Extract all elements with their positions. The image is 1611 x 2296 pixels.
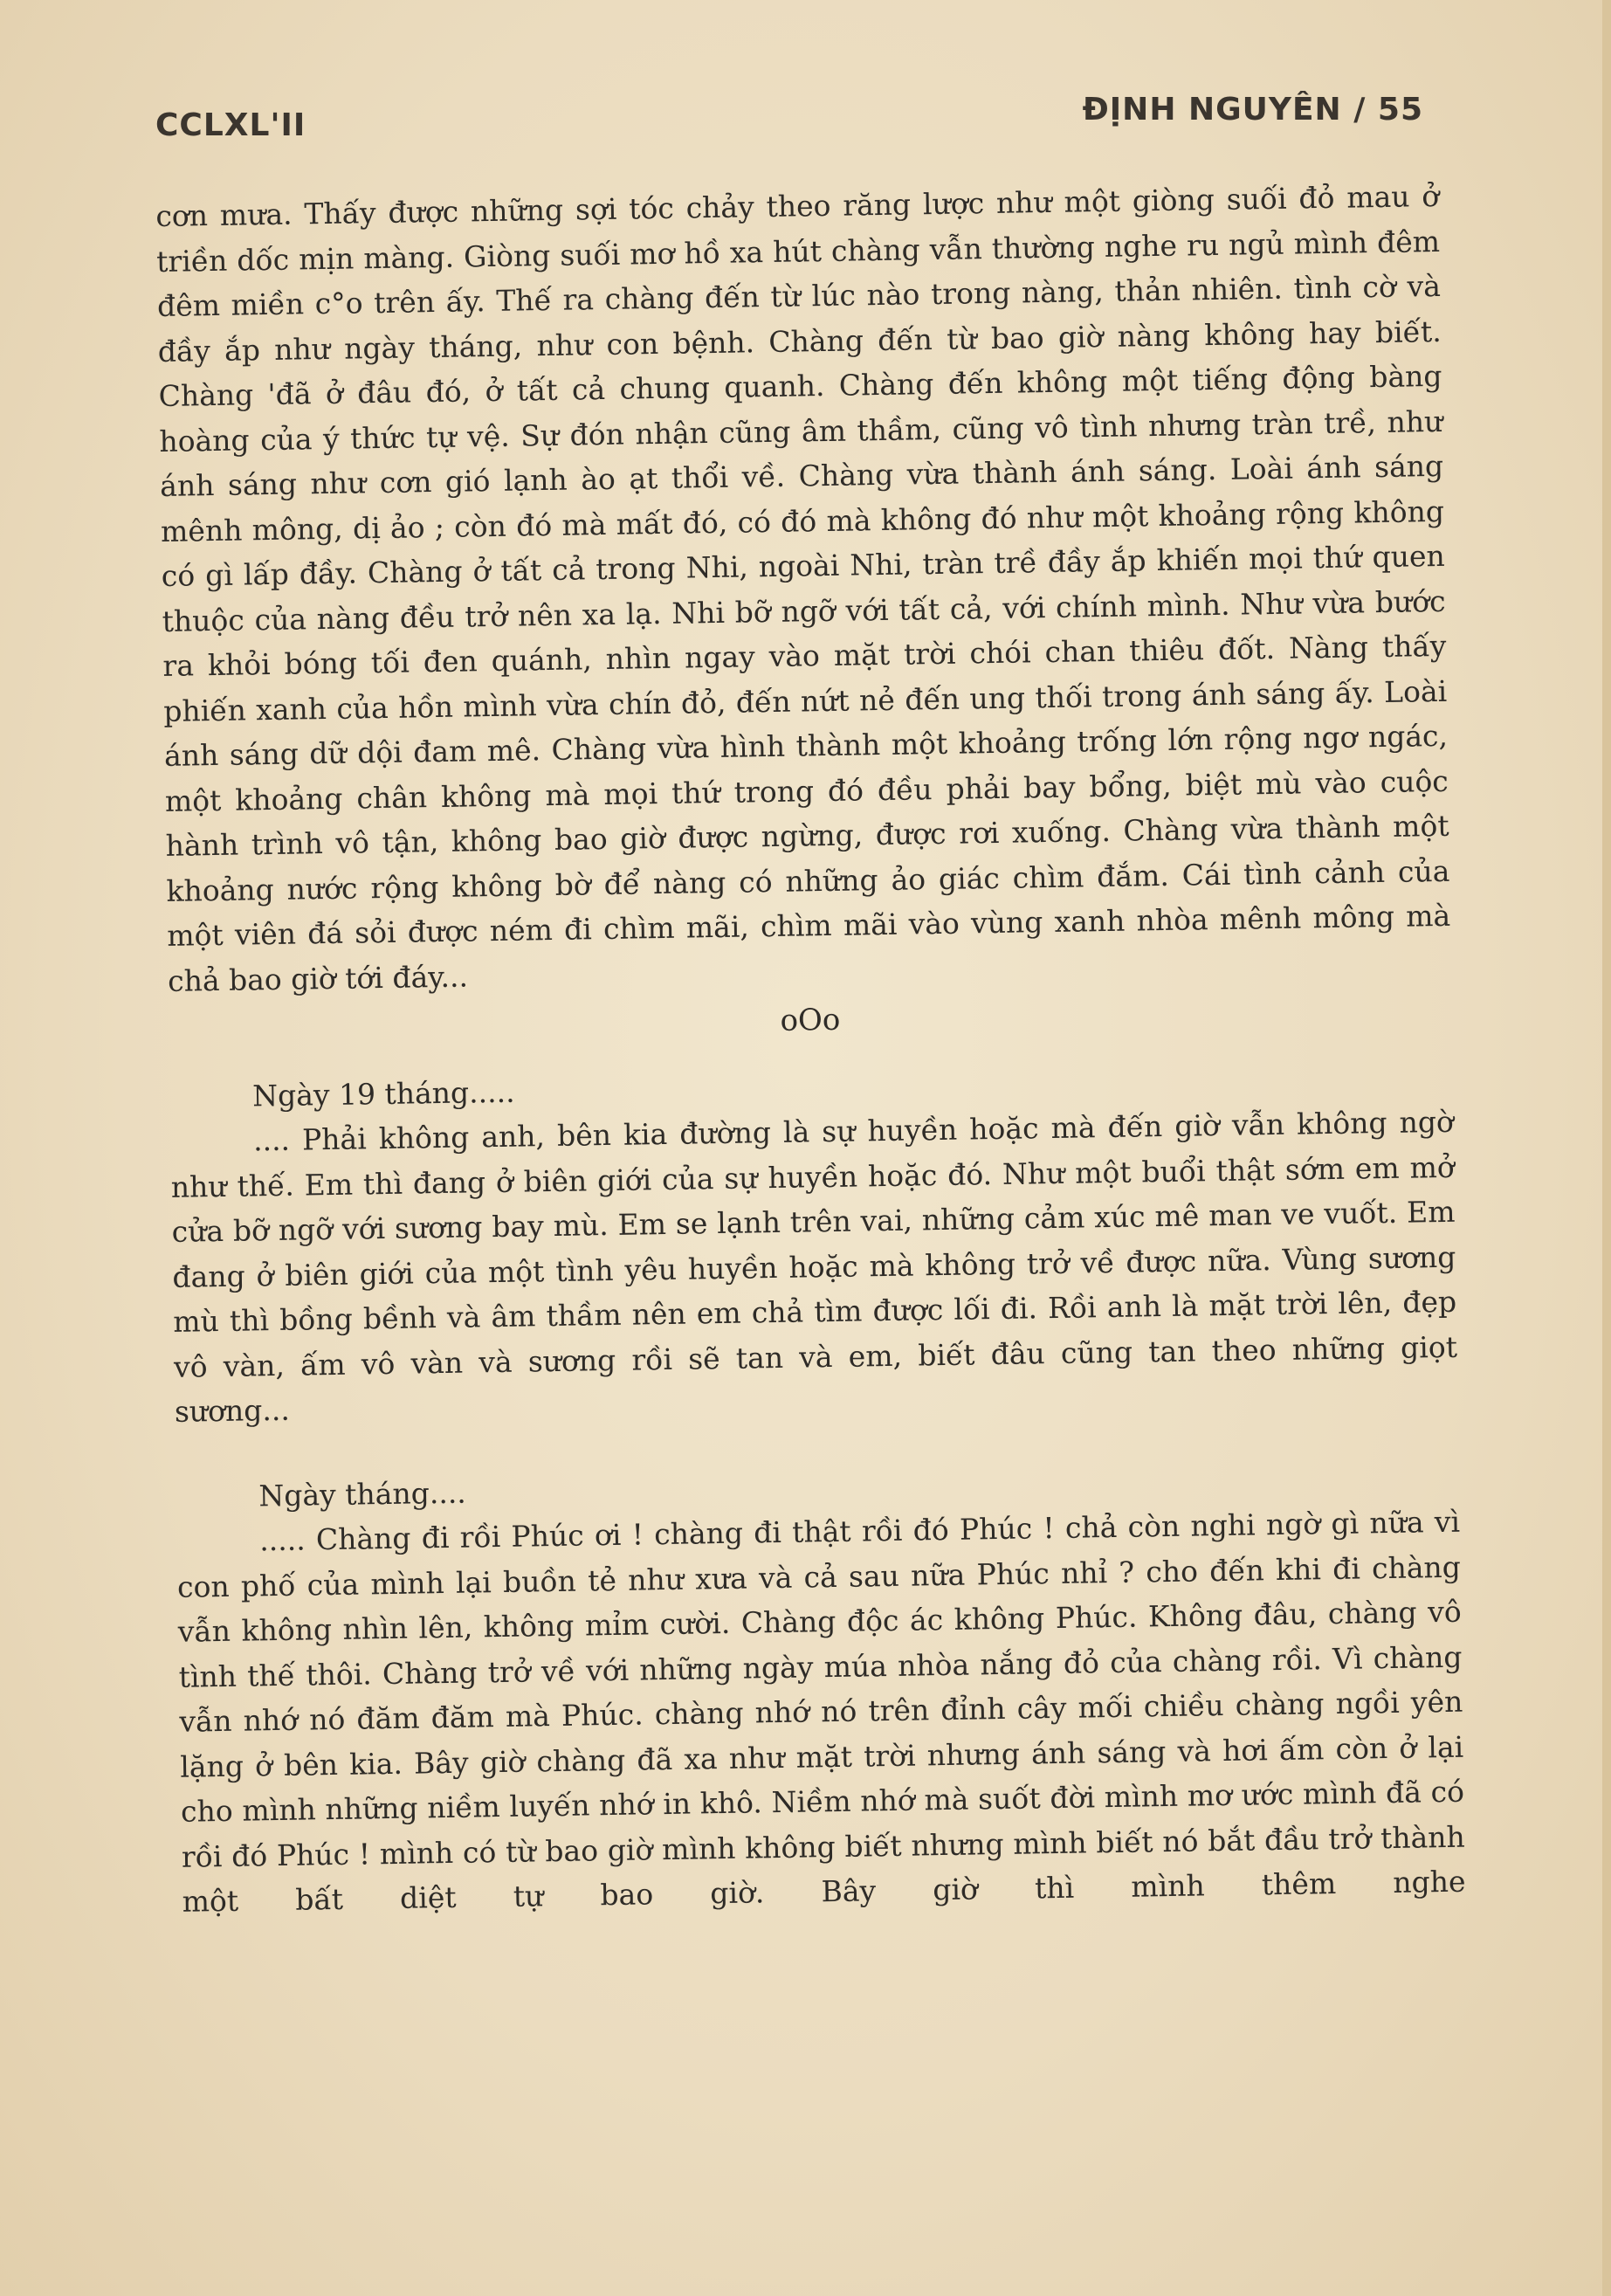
dateline-2: Ngày tháng.... bbox=[258, 1475, 467, 1513]
page-header bbox=[155, 92, 1423, 144]
dateline-1: Ngày 19 tháng..... bbox=[251, 1074, 515, 1113]
paragraph-1: cơn mưa. Thấy được những sợi tóc chảy theo răng lược như một giòng suối đỏ mau ở triền dốc mịn màng. Giòng suối mơ hồ xa hút chàng vẫn thường nghe ru ngủ mình đêm đêm miền c°o trên ấy. Thế ra chàng đến từ lúc nào trong nàng, thản nhiên. tình cờ và đầy ắp như ngày tháng, như con bệnh. Chàng đến từ bao giờ nàng không hay biết. Chàng 'đã ở đâu đó, ở tất cả chung quanh. Chàng đến không một tiếng động bàng hoàng của ý thức tự vệ. Sự đón nhận cũng âm thầm, cũng vô tình nhưng tràn trề, như ánh sáng như cơn gió lạnh ào ạt thổi về. Chàng vừa thành ánh sáng. Loài ánh sáng mênh mông, dị ảo ; còn đó mà mất đó, có đó mà không đó như một khoảng rộng không có gì lấp đầy. Chàng ở tất cả trong Nhi, ngoài Nhi, tràn trề đầy ắp khiến mọi thứ quen thuộc của nàng đều trở nên xa lạ. Nhi bỡ ngỡ với tất cả, với chính mình. Như vừa bước ra khỏi bóng tối đen quánh, nhìn ngay vào mặt trời chói chan thiêu đốt. Nàng thấy phiến xanh của hồn mình vừa chín đỏ, đến nứt nẻ đến ung thối trong ánh sáng ấy. Loài ánh sáng dữ dội đam mê. Chàng vừa hình thành một khoảng trống lớn rộng ngơ ngác, một khoảng chân không mà mọi thứ trong đó đều phải bay bổng, biệt mù vào cuộc hành trình vô tận, không bao giờ được ngừng, được rơi xuống. Chàng vừa thành một khoảng nước rộng không bờ để nàng có những ảo giác chìm đắm. Cái tình cảnh của một viên đá sỏi được ném đi chìm mãi, chìm mãi vào vùng xanh nhòa mênh mông mà chả bao giờ tới đáy... bbox=[155, 178, 1451, 998]
paragraph-2: .... Phải không anh, bên kia đường là sự huyền hoặc mà đến giờ vẫn không ngờ như thế. Em thì đang ở biên giới của sự huyền hoặc đó. Như một buổi thật sớm em mở cửa bỡ ngỡ với sương bay mù. Em se lạnh trên vai, những cảm xúc mê man ve vuốt. Em đang ở biên giới của một tình yêu huyền hoặc mà không trở về được nữa. Vùng sương mù thì bồng bềnh và âm thầm nên em chả tìm được lối đi. Rồi anh là mặt trời lên, đẹp vô vàn, ấm vô vàn và sương rồi sẽ tan và em, biết đâu cũng tan theo những giọt sương... bbox=[170, 1104, 1458, 1429]
section-separator: oOo bbox=[780, 1002, 841, 1038]
header-author-page: ĐỊNH NGUYÊN / 55 bbox=[1082, 92, 1423, 128]
header-code: CCLXL'II bbox=[155, 107, 306, 143]
paragraph-3: ..... Chàng đi rồi Phúc ơi ! chàng đi thật rồi đó Phúc ! chả còn nghi ngờ gì nữa vì con phố của mình lại buồn tẻ như xưa và cả sau nữa Phúc nhỉ ? cho đến khi đi chàng vẫn không nhìn lên, không mỉm cười. Chàng độc ác không Phúc. Không đâu, chàng vô tình thế thôi. Chàng trở về với những ngày múa nhòa nắng đỏ của chàng rồi. Vì chàng vẫn nhớ nó đăm đăm mà Phúc. chàng nhớ nó trên đỉnh cây mối chiều chàng ngồi yên lặng ở bên kia. Bây giờ chàng đã xa như mặt trời nhưng ánh sáng và hơi ấm còn ở lại cho mình những niềm luyến nhớ in khô. Niềm nhớ mà suốt đời mình mơ ước mình đã có rồi đó Phúc ! mình có từ bao giờ mình không biết nhưng mình biết nó bắt đầu trở thành một bất diệt tự bao giờ. Bây giờ thì mình thêm nghe bbox=[176, 1504, 1466, 1919]
page-body bbox=[155, 174, 1466, 1924]
